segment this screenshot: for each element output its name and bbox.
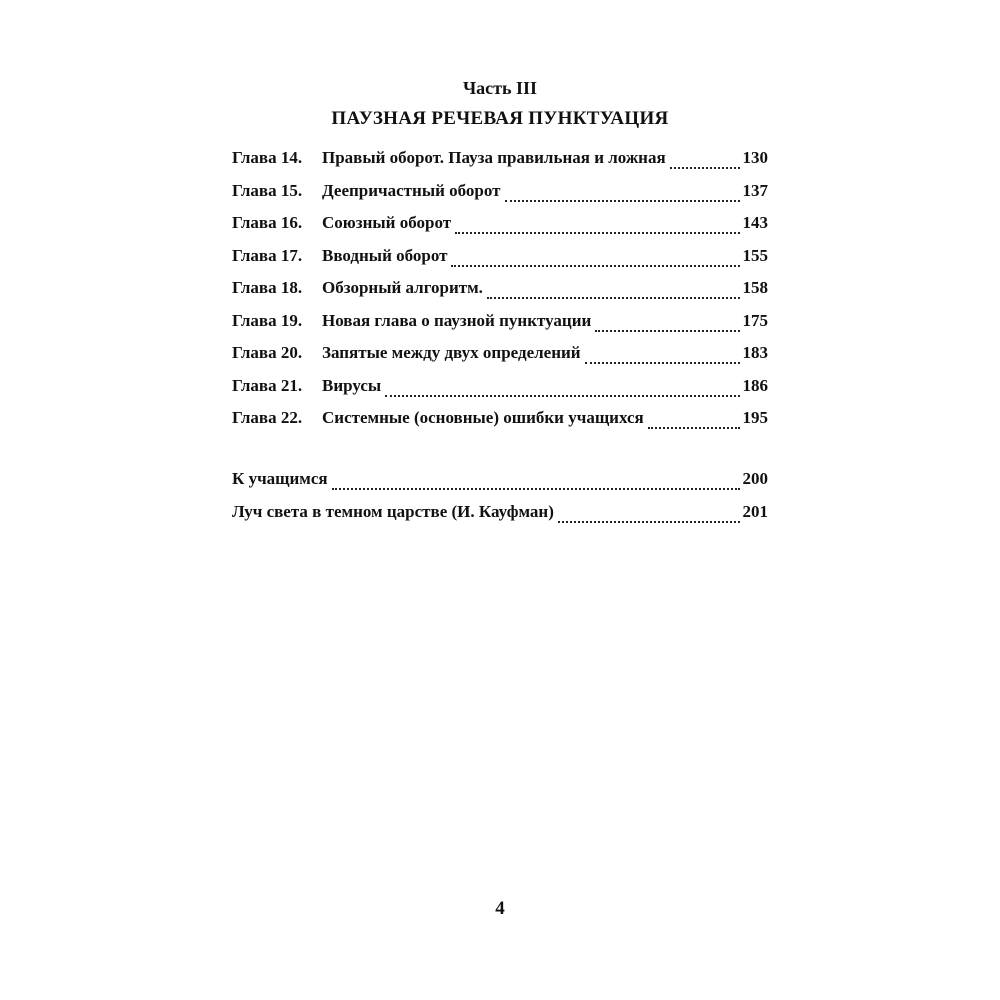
chapter-number: Глава 17. (232, 245, 303, 265)
chapter-number: Глава 16. (232, 213, 303, 232)
part-label: Часть III (462, 78, 538, 98)
chapter-title: Системные (основные) ошибки учащихся (322, 408, 644, 427)
chapter-page: 158 (742, 278, 768, 297)
chapter-page: 137 (742, 180, 768, 200)
section-page: 201 (742, 501, 768, 521)
toc-row (232, 178, 768, 211)
extras-list (232, 466, 768, 531)
chapter-number: Глава 22. (232, 408, 303, 427)
dot-leader (558, 521, 740, 523)
chapter-title: Вводный оборот (322, 245, 448, 265)
chapter-page: 143 (742, 213, 768, 232)
dot-leader (451, 265, 739, 267)
chapter-number: Глава 18. (232, 278, 303, 297)
chapter-page: 175 (742, 310, 768, 330)
chapter-title: Новая глава о паузной пунктуации (322, 310, 592, 330)
section-page: 200 (742, 469, 768, 488)
chapter-title: Вирусы (322, 375, 382, 395)
dot-leader (487, 297, 740, 299)
chapter-title: Запятые между двух определений (322, 343, 581, 362)
chapter-number: Глава 21. (232, 375, 303, 395)
toc-row (232, 275, 768, 308)
chapter-page: 195 (742, 408, 768, 427)
dot-leader (455, 232, 739, 234)
dot-leader (585, 362, 740, 364)
toc-row (232, 145, 768, 178)
dot-leader (505, 200, 740, 202)
chapter-page: 155 (742, 245, 768, 265)
dot-leader (648, 427, 740, 429)
chapter-number: Глава 20. (232, 343, 303, 362)
dot-leader (332, 488, 740, 490)
part-title: ПАУЗНАЯ РЕЧЕВАЯ ПУНКТУАЦИЯ (331, 108, 669, 129)
toc-row (232, 373, 768, 406)
section-title: Луч света в темном царстве (И. Кауфман) (232, 501, 554, 521)
toc-row (232, 308, 768, 341)
toc-row (232, 340, 768, 373)
chapter-page: 186 (742, 375, 768, 395)
toc-row (232, 499, 768, 532)
chapter-title: Союзный оборот (322, 213, 452, 232)
dot-leader (385, 395, 739, 397)
toc-row (232, 210, 768, 243)
chapter-number: Глава 15. (232, 180, 303, 200)
toc-row (232, 243, 768, 276)
dot-leader (670, 167, 740, 169)
dot-leader (595, 330, 739, 332)
toc-row (232, 466, 768, 499)
chapter-title: Обзорный алгоритм. (322, 278, 483, 297)
chapter-title: Правый оборот. Пауза правильная и ложная (322, 148, 666, 167)
page-number: 4 (495, 898, 505, 919)
chapter-list (232, 145, 768, 438)
section-title: К учащимся (232, 469, 328, 488)
toc-row (232, 405, 768, 438)
chapter-number: Глава 19. (232, 310, 303, 330)
chapter-title: Деепричастный оборот (322, 180, 501, 200)
chapter-page: 183 (742, 343, 768, 362)
chapter-page: 130 (742, 148, 768, 167)
chapter-number: Глава 14. (232, 148, 303, 167)
